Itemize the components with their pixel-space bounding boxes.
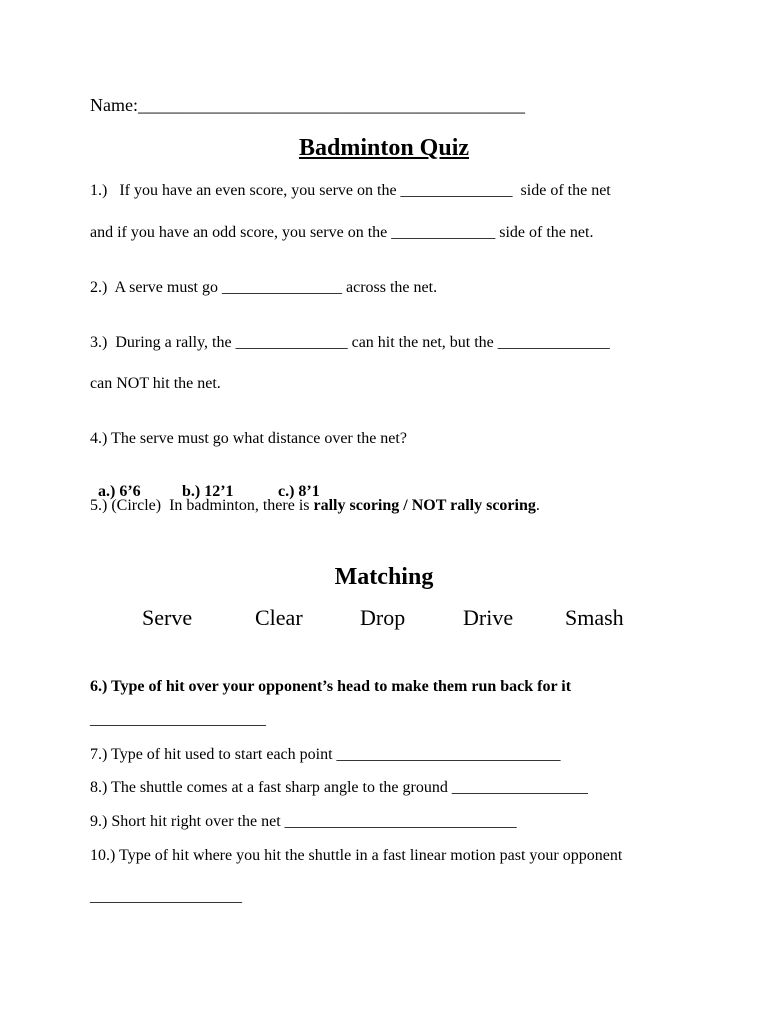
question-5-choice[interactable]: rally scoring / NOT rally scoring — [313, 497, 536, 514]
word-serve: Serve — [142, 605, 193, 630]
word-drop: Drop — [360, 605, 406, 630]
word-clear: Clear — [255, 605, 303, 630]
name-line[interactable]: Name:___________________________________________ — [90, 95, 525, 115]
question-8: 8.) The shuttle comes at a fast sharp angle to the ground _________________ — [90, 779, 588, 796]
question-2: 2.) A serve must go _______________ across the net. — [90, 279, 438, 296]
word-smash: Smash — [565, 605, 624, 630]
question-5-prefix: 5.) (Circle) In badminton, there is — [90, 497, 314, 514]
question-7: 7.) Type of hit used to start each point ____________________________ — [90, 746, 561, 763]
word-drive: Drive — [463, 605, 514, 630]
question-10-line-1: 10.) Type of hit where you hit the shuttle in a fast linear motion past your opponent — [90, 847, 623, 864]
question-10-answer-line[interactable]: ___________________ — [90, 888, 242, 905]
question-3-line-2: can NOT hit the net. — [90, 375, 221, 392]
page-title: Badminton Quiz — [298, 135, 470, 161]
question-1-line-1: 1.) If you have an even score, you serve on the ______________ side of the net — [90, 182, 611, 199]
question-6-line-1: 6.) Type of hit over your opponent’s head to make them run back for it — [90, 678, 572, 695]
question-9: 9.) Short hit right over the net _____________________________ — [90, 813, 517, 830]
question-6-answer-line[interactable]: ______________________ — [90, 711, 266, 728]
matching-title: Matching — [334, 564, 434, 590]
question-1-line-2: and if you have an odd score, you serve on the _____________ side of the net. — [90, 224, 594, 241]
question-5 — [90, 496, 540, 516]
option-c[interactable]: c.) 8’1 — [278, 483, 320, 500]
option-a[interactable]: a.) 6’6 — [98, 483, 141, 500]
question-5-suffix: . — [535, 497, 540, 514]
question-4: 4.) The serve must go what distance over the net? — [90, 430, 407, 447]
question-3-line-1: 3.) During a rally, the ______________ can hit the net, but the ______________ — [90, 334, 610, 351]
option-b[interactable]: b.) 12’1 — [182, 483, 234, 500]
